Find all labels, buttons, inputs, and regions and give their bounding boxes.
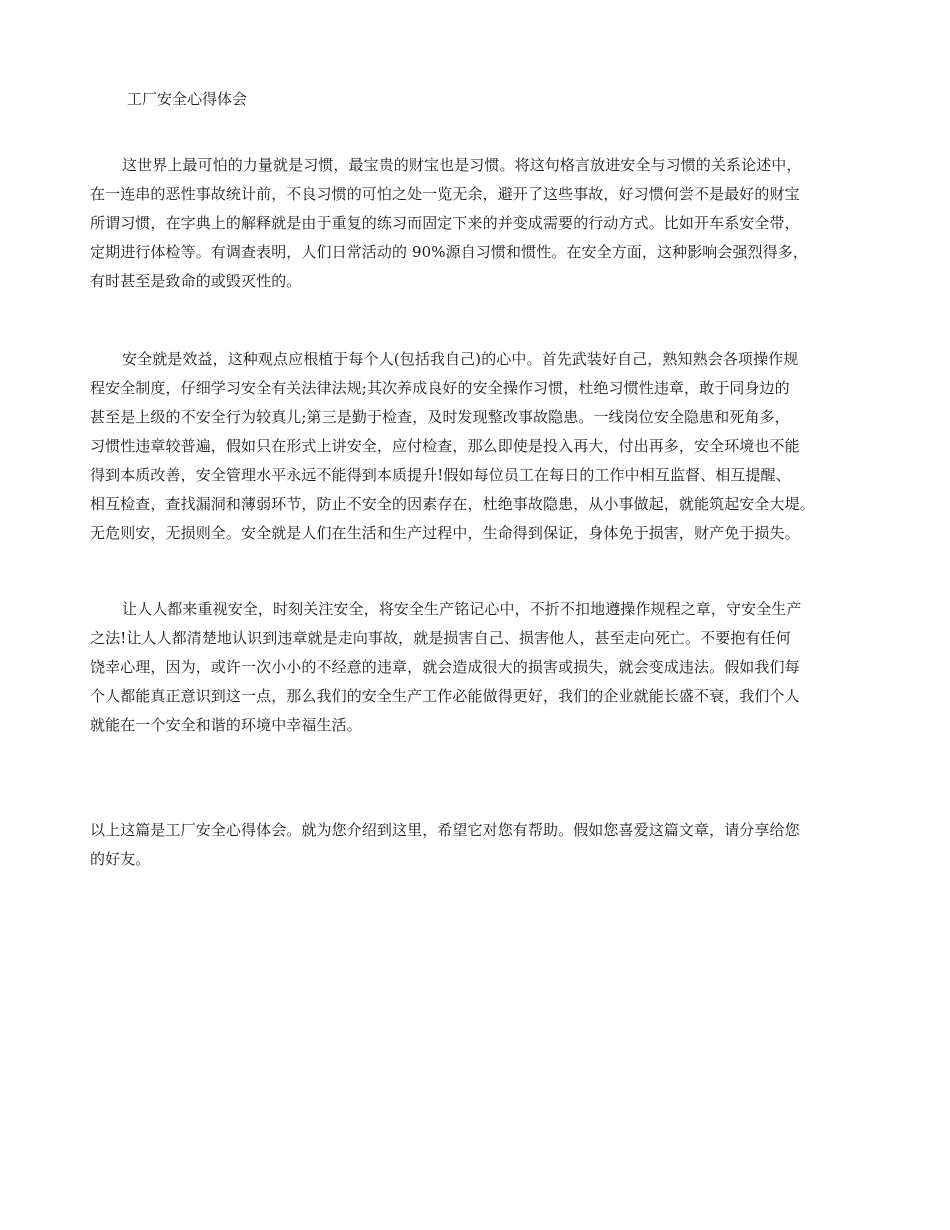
closing-note bbox=[90, 816, 880, 874]
closing-line: 的好友。 bbox=[90, 850, 151, 868]
paragraph-line: 甚至是上级的不安全行为较真儿;第三是勤于检查，及时发现整改事故隐患。一线岗位安全隐患和死角多， bbox=[90, 408, 790, 426]
paragraph-line: 让人人都来重视安全，时刻关注安全，将安全生产铭记心中，不折不扣地遵操作规程之章，守安全生产 bbox=[122, 600, 802, 618]
paragraph-line: 定期进行体检等。有调查表明，人们日常活动的 90%源自习惯和惯性。在安全方面，这种影响会强烈得多， bbox=[90, 243, 809, 261]
paragraph-line: 有时甚至是致命的或毁灭性的。 bbox=[90, 272, 302, 290]
paragraph-line: 无危则安，无损则全。安全就是人们在生活和生产过程中，生命得到保证，身体免于损害，财产免于损失。 bbox=[90, 524, 800, 542]
paragraph-line: 饶幸心理，因为，或许一次小小的不经意的违章，就会造成很大的损害或损失，就会变成违法。假如我们每 bbox=[90, 658, 800, 676]
paragraph-line: 个人都能真正意识到这一点，那么我们的安全生产工作必能做得更好，我们的企业就能长盛不衰，我们个人 bbox=[90, 687, 800, 705]
paragraph-everyone-safety bbox=[90, 595, 880, 740]
paragraph-line: 这世界上最可怕的力量就是习惯，最宝贵的财宝也是习惯。将这句格言放进安全与习惯的关系论述中， bbox=[122, 156, 802, 174]
paragraph-safety-benefit bbox=[90, 345, 880, 548]
closing-line: 以上这篇是工厂安全心得体会。就为您介绍到这里，希望它对您有帮助。假如您喜爱这篇文章，请分享给您 bbox=[90, 821, 800, 839]
paragraph-line: 之法!让人人都清楚地认识到违章就是走向事故，就是损害自己、损害他人，甚至走向死亡。不要抱有任何 bbox=[90, 629, 791, 647]
paragraph-line: 程安全制度，仔细学习安全有关法律法规;其次养成良好的安全操作习惯，杜绝习惯性违章，敢于同身边的 bbox=[90, 379, 790, 397]
paragraph-line: 相互检查，查找漏洞和薄弱环节，防止不安全的因素存在，杜绝事故隐患，从小事做起，就能筑起安全大堤。 bbox=[90, 495, 815, 513]
paragraph-line: 得到本质改善，安全管理水平永远不能得到本质提升!假如每位员工在每日的工作中相互监督、相互提醒、 bbox=[90, 466, 791, 484]
paragraph-line: 就能在一个安全和谐的环境中幸福生活。 bbox=[90, 716, 362, 734]
document-title: 工厂安全心得体会 bbox=[127, 90, 248, 108]
paragraph-line: 在一连串的恶性事故统计前，不良习惯的可怕之处一览无余，避开了这些事故，好习惯何尝不是最好的财宝 bbox=[90, 185, 800, 203]
paragraph-line: 所谓习惯，在字典上的解释就是由于重复的练习而固定下来的并变成需要的行动方式。比如开车系安全带， bbox=[90, 214, 800, 232]
paragraph-line: 安全就是效益，这种观点应根植于每个人(包括我自己)的心中。首先武装好自己，熟知熟会各项操作规 bbox=[122, 350, 799, 368]
paragraph-habits bbox=[90, 151, 880, 296]
paragraph-line: 习惯性违章较普遍，假如只在形式上讲安全，应付检查，那么即使是投入再大，付出再多，安全环境也不能 bbox=[90, 437, 800, 455]
